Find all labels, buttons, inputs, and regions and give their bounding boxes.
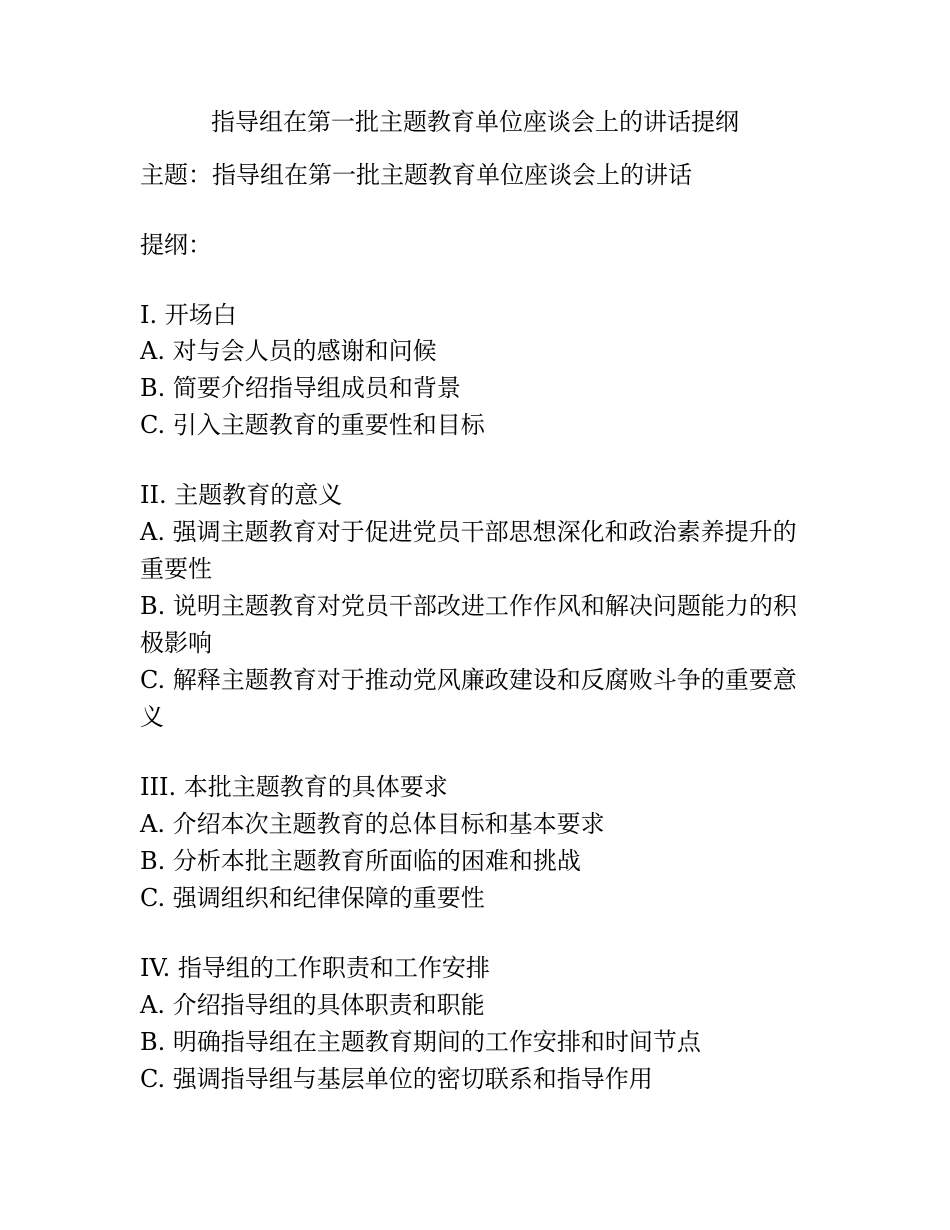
section-3-item-b: B. 分析本批主题教育所面临的困难和挑战 — [140, 847, 581, 875]
section-heading-1: I. 开场白 — [140, 301, 237, 329]
section-1-item-c: C. 引入主题教育的重要性和目标 — [140, 411, 485, 439]
section-1-item-a: A. 对与会人员的感谢和问候 — [140, 337, 437, 365]
section-heading-2: II. 主题教育的意义 — [140, 481, 343, 509]
section-3-item-a: A. 介绍本次主题教育的总体目标和基本要求 — [140, 810, 605, 838]
section-3-item-c: C. 强调组织和纪律保障的重要性 — [140, 884, 485, 912]
section-1-item-b: B. 简要介绍指导组成员和背景 — [140, 374, 461, 402]
section-heading-3: III. 本批主题教育的具体要求 — [140, 773, 448, 801]
section-2-item-c: C. 解释主题教育对于推动党风廉政建设和反腐败斗争的重要意义 — [140, 666, 797, 731]
subject-line: 主题：指导组在第一批主题教育单位座谈会上的讲话 — [140, 161, 692, 189]
section-4-item-b: B. 明确指导组在主题教育期间的工作安排和时间节点 — [140, 1028, 701, 1056]
section-4-item-c: C. 强调指导组与基层单位的密切联系和指导作用 — [140, 1065, 653, 1093]
section-heading-4: IV. 指导组的工作职责和工作安排 — [140, 954, 490, 982]
outline-label: 提纲： — [140, 231, 212, 259]
section-4-item-a: A. 介绍指导组的具体职责和职能 — [140, 991, 485, 1019]
section-2-item-a: A. 强调主题教育对于促进党员干部思想深化和政治素养提升的重要性 — [140, 518, 797, 583]
document-title: 指导组在第一批主题教育单位座谈会上的讲话提纲 — [211, 108, 739, 136]
section-2-item-b: B. 说明主题教育对党员干部改进工作作风和解决问题能力的积极影响 — [140, 592, 797, 657]
